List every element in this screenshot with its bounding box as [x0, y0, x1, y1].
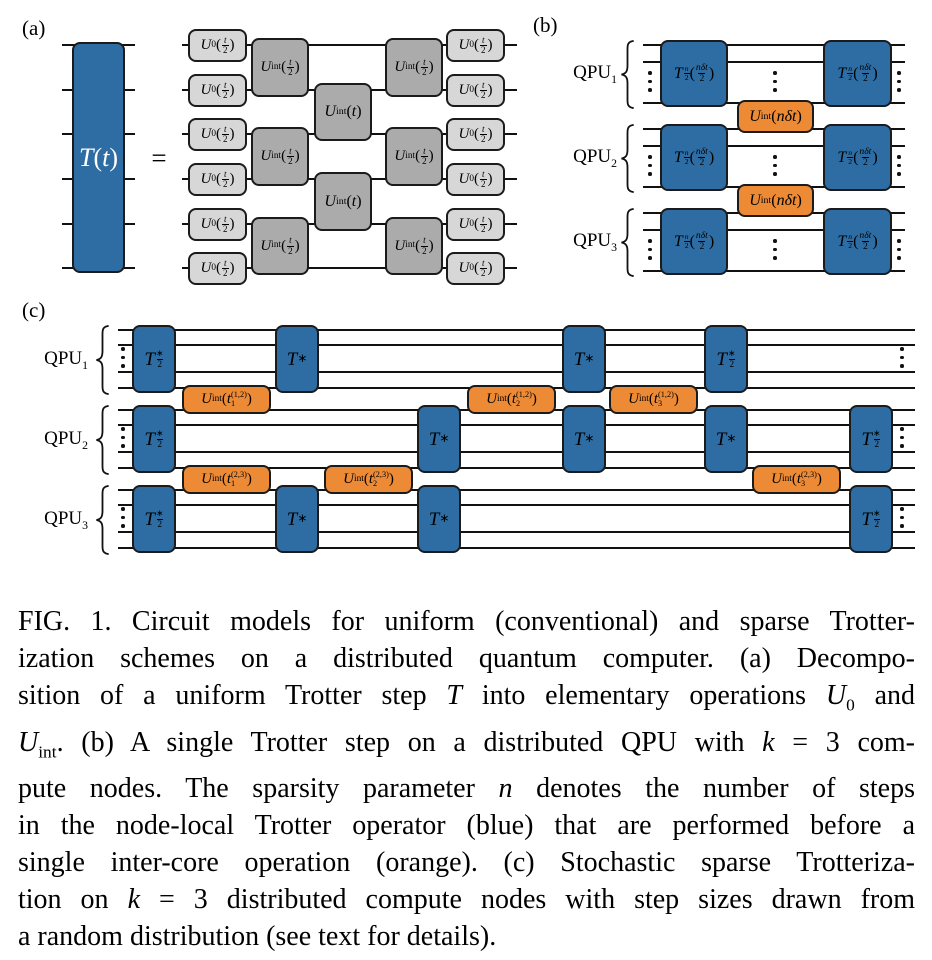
gate-local-trotter: T n 2 ( nδt 2 )	[660, 208, 728, 275]
gate-u0: U 0 ( t 2 )	[446, 118, 505, 151]
dot	[121, 347, 125, 351]
dot	[648, 71, 652, 75]
gate-local-trotter: T ∗	[417, 405, 461, 473]
qubit-wire	[118, 504, 915, 506]
ellipsis-dots	[900, 347, 904, 368]
dot	[773, 164, 777, 168]
gate-uint-half: U int ( t 2 )	[251, 217, 309, 275]
dot	[773, 256, 777, 260]
dot	[900, 436, 904, 440]
gate-uint-half: U int ( t 2 )	[385, 38, 443, 97]
dot	[900, 516, 904, 520]
dot	[648, 172, 652, 176]
gate-intercore: U int ( t (2,3) 2 )	[324, 465, 413, 494]
dot	[897, 155, 901, 159]
qubit-wire	[118, 547, 915, 549]
gate-intercore: U int ( t (2,3) 1 )	[182, 465, 271, 494]
caption-line: $U_{int}$. (b) A single Trotter step on a distributed QPU with k = 3 com-	[18, 726, 916, 762]
gate-u0: U 0 ( t 2 )	[446, 163, 505, 196]
qpu-brace	[619, 40, 635, 114]
dot	[897, 256, 901, 260]
panel-a-label: (a)	[22, 16, 46, 40]
dot	[121, 507, 125, 511]
gate-uint-half: U int ( t 2 )	[385, 127, 443, 186]
dot	[900, 524, 904, 528]
gate-local-trotter: T ∗	[417, 485, 461, 553]
dot	[900, 356, 904, 360]
gate-uint-half: U int ( t 2 )	[251, 127, 309, 186]
gate-intercore: U int ( nδt )	[737, 100, 814, 133]
dot	[900, 507, 904, 511]
dot	[121, 427, 125, 431]
dot	[773, 71, 777, 75]
qpu-brace	[619, 124, 635, 198]
caption-line: pute nodes. The sparsity parameter n denotes the number of steps	[18, 773, 916, 805]
gate-intercore: U int ( t (2,3) 3 )	[752, 465, 841, 494]
gate-trotter-step-T: T ( t )	[72, 42, 125, 273]
gate-local-trotter: T ∗ 2	[849, 405, 893, 473]
qpu1-label-panel-c: $QPU_1$	[44, 348, 88, 372]
qpu1-label-panel-b: $QPU_1$	[573, 62, 617, 86]
caption-line: in the node-local Trotter operator (blue) that are performed before a	[18, 810, 915, 842]
caption-line: ization schemes on a distributed quantum computer. (a) Decompo-	[18, 643, 915, 674]
caption-line: tion on k = 3 distributed compute nodes with step sizes drawn from	[18, 884, 915, 916]
ellipsis-dots	[121, 507, 125, 528]
qpu2-label-panel-b: $QPU_2$	[573, 146, 617, 170]
qpu3-label-panel-c: $QPU_3$	[44, 508, 88, 532]
qubit-wire	[118, 451, 915, 453]
gate-local-trotter: T ∗	[275, 485, 319, 553]
dot	[897, 172, 901, 176]
gate-u0: U 0 ( t 2 )	[446, 29, 505, 62]
gate-local-trotter: T n 2 ( nδt 2 )	[823, 208, 892, 275]
dot	[648, 256, 652, 260]
dot	[773, 239, 777, 243]
gate-local-trotter: T ∗ 2	[132, 405, 176, 473]
equals-sign: =	[151, 143, 167, 173]
ellipsis-dots	[900, 427, 904, 448]
panel-b-label: (b)	[533, 13, 558, 37]
gate-u0: U 0 ( t 2 )	[188, 252, 247, 285]
dot	[897, 248, 901, 252]
dot	[121, 436, 125, 440]
dot	[900, 347, 904, 351]
ellipsis-dots	[121, 427, 125, 448]
dot	[897, 88, 901, 92]
caption-line: sition of a uniform Trotter step T into elementary operations $U_0$ and	[18, 680, 915, 715]
gate-local-trotter: T ∗ 2	[704, 325, 748, 393]
qubit-wire	[118, 329, 915, 331]
caption-line: FIG. 1. Circuit models for uniform (conventional) and sparse Trotter-	[18, 606, 915, 637]
dot	[121, 364, 125, 368]
gate-local-trotter: T ∗	[704, 405, 748, 473]
qubit-wire	[118, 344, 915, 346]
dot	[900, 427, 904, 431]
ellipsis-dots	[648, 239, 652, 260]
gate-local-trotter: T ∗	[275, 325, 319, 393]
dot	[648, 88, 652, 92]
gate-u0: U 0 ( t 2 )	[446, 208, 505, 241]
qubit-wire	[118, 424, 915, 426]
dot	[121, 524, 125, 528]
dot	[897, 80, 901, 84]
gate-local-trotter: T ∗ 2	[132, 485, 176, 553]
gate-intercore: U int ( t (1,2) 1 )	[182, 385, 271, 414]
dot	[897, 239, 901, 243]
dot	[773, 248, 777, 252]
gate-local-trotter: T n 2 ( nδt 2 )	[823, 40, 892, 107]
ellipsis-dots	[773, 239, 777, 260]
dot	[648, 239, 652, 243]
gate-local-trotter: T n 2 ( nδt 2 )	[660, 40, 728, 107]
gate-intercore: U int ( t (1,2) 3 )	[609, 385, 698, 414]
gate-intercore: U int ( nδt )	[737, 184, 814, 217]
gate-uint-full: U int ( t )	[314, 83, 372, 141]
gate-uint-full: U int ( t )	[314, 172, 372, 231]
gate-local-trotter: T n 2 ( nδt 2 )	[660, 124, 728, 191]
qpu-brace	[94, 405, 110, 480]
dot	[121, 516, 125, 520]
dot	[648, 80, 652, 84]
dot	[897, 164, 901, 168]
gate-u0: U 0 ( t 2 )	[188, 29, 247, 62]
dot	[648, 155, 652, 159]
panel-c-label: (c)	[22, 298, 46, 322]
ellipsis-dots	[900, 507, 904, 528]
ellipsis-dots	[648, 155, 652, 176]
qpu-brace	[619, 208, 635, 282]
gate-local-trotter: T n 2 ( nδt 2 )	[823, 124, 892, 191]
gate-intercore: U int ( t (1,2) 2 )	[467, 385, 556, 414]
qpu3-label-panel-b: $QPU_3$	[573, 230, 617, 254]
ellipsis-dots	[773, 155, 777, 176]
dot	[648, 164, 652, 168]
caption-line: a random distribution (see text for details).	[18, 921, 497, 953]
ellipsis-dots	[897, 71, 901, 92]
gate-u0: U 0 ( t 2 )	[188, 208, 247, 241]
caption-line: single inter-core operation (orange). (c) Stochastic sparse Trotteriza-	[18, 847, 915, 879]
gate-local-trotter: T ∗ 2	[132, 325, 176, 393]
qpu2-label-panel-c: $QPU_2$	[44, 428, 88, 452]
qpu-brace	[94, 325, 110, 400]
dot	[773, 155, 777, 159]
gate-u0: U 0 ( t 2 )	[188, 74, 247, 107]
qubit-wire	[118, 371, 915, 373]
dot	[900, 364, 904, 368]
dot	[121, 356, 125, 360]
ellipsis-dots	[897, 239, 901, 260]
ellipsis-dots	[773, 71, 777, 92]
ellipsis-dots	[897, 155, 901, 176]
gate-local-trotter: T ∗	[562, 405, 606, 473]
dot	[773, 88, 777, 92]
dot	[121, 444, 125, 448]
gate-u0: U 0 ( t 2 )	[188, 118, 247, 151]
qpu-brace	[94, 485, 110, 560]
gate-local-trotter: T ∗ 2	[849, 485, 893, 553]
dot	[773, 172, 777, 176]
gate-uint-half: U int ( t 2 )	[385, 217, 443, 275]
figure-caption	[18, 603, 915, 955]
dot	[897, 71, 901, 75]
gate-u0: U 0 ( t 2 )	[446, 252, 505, 285]
gate-u0: U 0 ( t 2 )	[446, 74, 505, 107]
ellipsis-dots	[121, 347, 125, 368]
dot	[648, 248, 652, 252]
dot	[773, 80, 777, 84]
qubit-wire	[118, 531, 915, 533]
gate-local-trotter: T ∗	[562, 325, 606, 393]
ellipsis-dots	[648, 71, 652, 92]
dot	[900, 444, 904, 448]
gate-uint-half: U int ( t 2 )	[251, 38, 309, 97]
gate-u0: U 0 ( t 2 )	[188, 163, 247, 196]
